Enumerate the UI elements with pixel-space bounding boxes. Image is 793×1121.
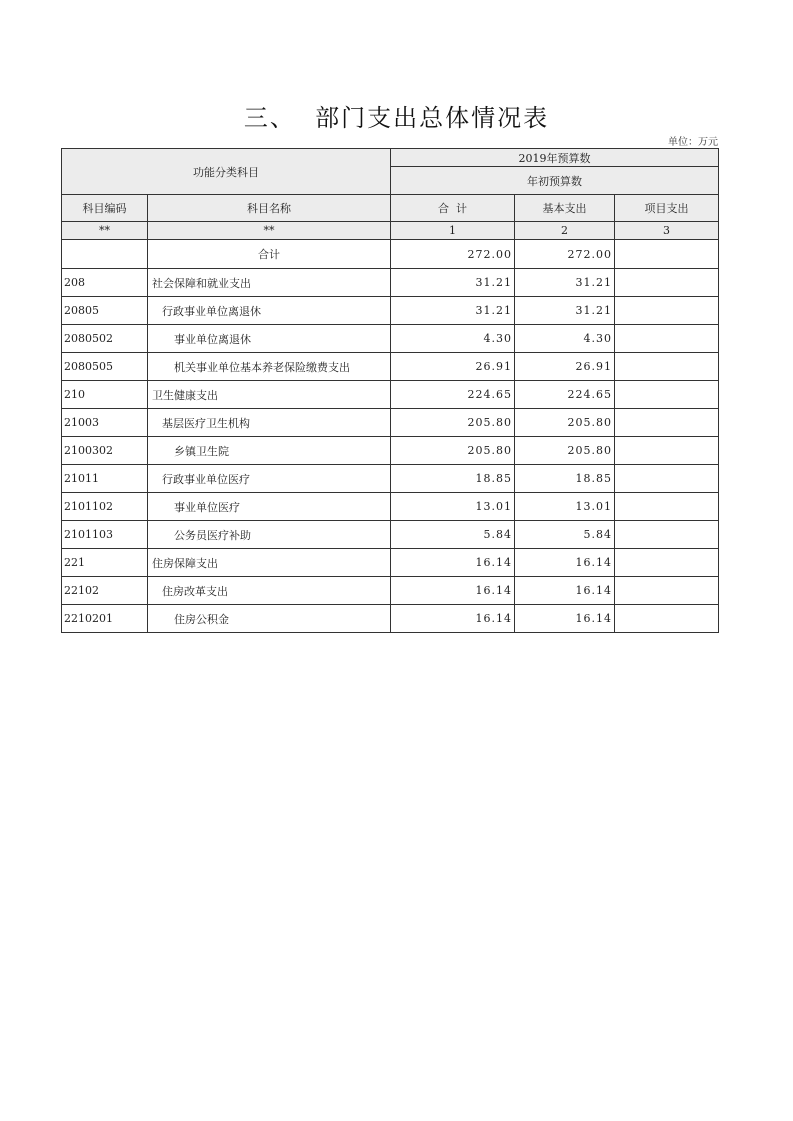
row-total: 4.30 <box>391 325 515 353</box>
row-basic: 4.30 <box>515 325 615 353</box>
idx-project: 3 <box>615 222 719 240</box>
row-project <box>615 381 719 409</box>
table-row <box>62 577 719 605</box>
row-basic: 16.14 <box>515 605 615 633</box>
row-basic: 16.14 <box>515 549 615 577</box>
page-title: 三、 部门支出总体情况表 <box>243 104 550 132</box>
table-row <box>62 605 719 633</box>
row-code: 221 <box>62 549 148 577</box>
table-row <box>62 381 719 409</box>
row-code: 2080505 <box>62 353 148 381</box>
row-total: 16.14 <box>391 605 515 633</box>
row-name: 住房公积金 <box>148 605 391 633</box>
column-header-row <box>62 195 719 222</box>
row-total: 18.85 <box>391 465 515 493</box>
table-row <box>62 297 719 325</box>
table-row <box>62 493 719 521</box>
row-project <box>615 549 719 577</box>
row-project <box>615 605 719 633</box>
row-total: 13.01 <box>391 493 515 521</box>
idx-basic: 2 <box>515 222 615 240</box>
row-code: 2101103 <box>62 521 148 549</box>
row-total: 26.91 <box>391 353 515 381</box>
row-name: 机关事业单位基本养老保险缴费支出 <box>148 353 391 381</box>
row-name: 社会保障和就业支出 <box>148 269 391 297</box>
row-project <box>615 409 719 437</box>
row-name: 行政事业单位医疗 <box>148 465 391 493</box>
row-name: 事业单位医疗 <box>148 493 391 521</box>
row-basic: 5.84 <box>515 521 615 549</box>
col-code-header: 科目编码 <box>62 195 148 222</box>
row-name: 卫生健康支出 <box>148 381 391 409</box>
row-name: 公务员医疗补助 <box>148 521 391 549</box>
col-total-header: 合 计 <box>391 195 515 222</box>
row-name: 乡镇卫生院 <box>148 437 391 465</box>
table-row <box>62 269 719 297</box>
row-project <box>615 437 719 465</box>
col-basic-header: 基本支出 <box>515 195 615 222</box>
row-code: 22102 <box>62 577 148 605</box>
row-basic: 31.21 <box>515 269 615 297</box>
idx-name: ** <box>148 222 391 240</box>
row-basic: 224.65 <box>515 381 615 409</box>
col-project-header: 项目支出 <box>615 195 719 222</box>
row-project <box>615 521 719 549</box>
group-header: 功能分类科目 <box>62 149 391 195</box>
row-code: 2080502 <box>62 325 148 353</box>
row-basic: 31.21 <box>515 297 615 325</box>
row-basic: 18.85 <box>515 465 615 493</box>
row-code: 2100302 <box>62 437 148 465</box>
year-header: 2019年预算数 <box>391 149 719 167</box>
row-code: 20805 <box>62 297 148 325</box>
idx-code: ** <box>62 222 148 240</box>
row-code: 208 <box>62 269 148 297</box>
row-total: 16.14 <box>391 549 515 577</box>
total-label: 合计 <box>148 240 391 269</box>
total-row <box>62 240 719 269</box>
row-name: 事业单位离退休 <box>148 325 391 353</box>
table-row <box>62 521 719 549</box>
row-name: 行政事业单位离退休 <box>148 297 391 325</box>
row-total: 31.21 <box>391 297 515 325</box>
row-name: 住房改革支出 <box>148 577 391 605</box>
row-project <box>615 577 719 605</box>
unit-label: 单位：万元 <box>668 137 718 148</box>
table-row <box>62 353 719 381</box>
row-total: 16.14 <box>391 577 515 605</box>
row-code: 2101102 <box>62 493 148 521</box>
row-basic: 13.01 <box>515 493 615 521</box>
row-code: 21003 <box>62 409 148 437</box>
total-basic: 272.00 <box>515 240 615 269</box>
table-row <box>62 549 719 577</box>
table-row <box>62 409 719 437</box>
row-project <box>615 269 719 297</box>
col-name-header: 科目名称 <box>148 195 391 222</box>
table-row <box>62 465 719 493</box>
row-basic: 16.14 <box>515 577 615 605</box>
row-project <box>615 465 719 493</box>
idx-total: 1 <box>391 222 515 240</box>
table-row <box>62 437 719 465</box>
row-project <box>615 297 719 325</box>
row-project <box>615 353 719 381</box>
row-total: 224.65 <box>391 381 515 409</box>
total-amount: 272.00 <box>391 240 515 269</box>
row-basic: 205.80 <box>515 409 615 437</box>
row-code: 210 <box>62 381 148 409</box>
row-total: 205.80 <box>391 437 515 465</box>
row-code: 21011 <box>62 465 148 493</box>
row-project <box>615 493 719 521</box>
row-basic: 205.80 <box>515 437 615 465</box>
table-row <box>62 325 719 353</box>
total-code-cell <box>62 240 148 269</box>
index-row <box>62 222 719 240</box>
budget-table <box>61 148 719 633</box>
row-basic: 26.91 <box>515 353 615 381</box>
row-total: 205.80 <box>391 409 515 437</box>
row-name: 住房保障支出 <box>148 549 391 577</box>
row-total: 5.84 <box>391 521 515 549</box>
row-code: 2210201 <box>62 605 148 633</box>
row-name: 基层医疗卫生机构 <box>148 409 391 437</box>
subtype-header: 年初预算数 <box>391 167 719 195</box>
row-total: 31.21 <box>391 269 515 297</box>
header-row-1 <box>62 149 719 167</box>
total-project <box>615 240 719 269</box>
row-project <box>615 325 719 353</box>
